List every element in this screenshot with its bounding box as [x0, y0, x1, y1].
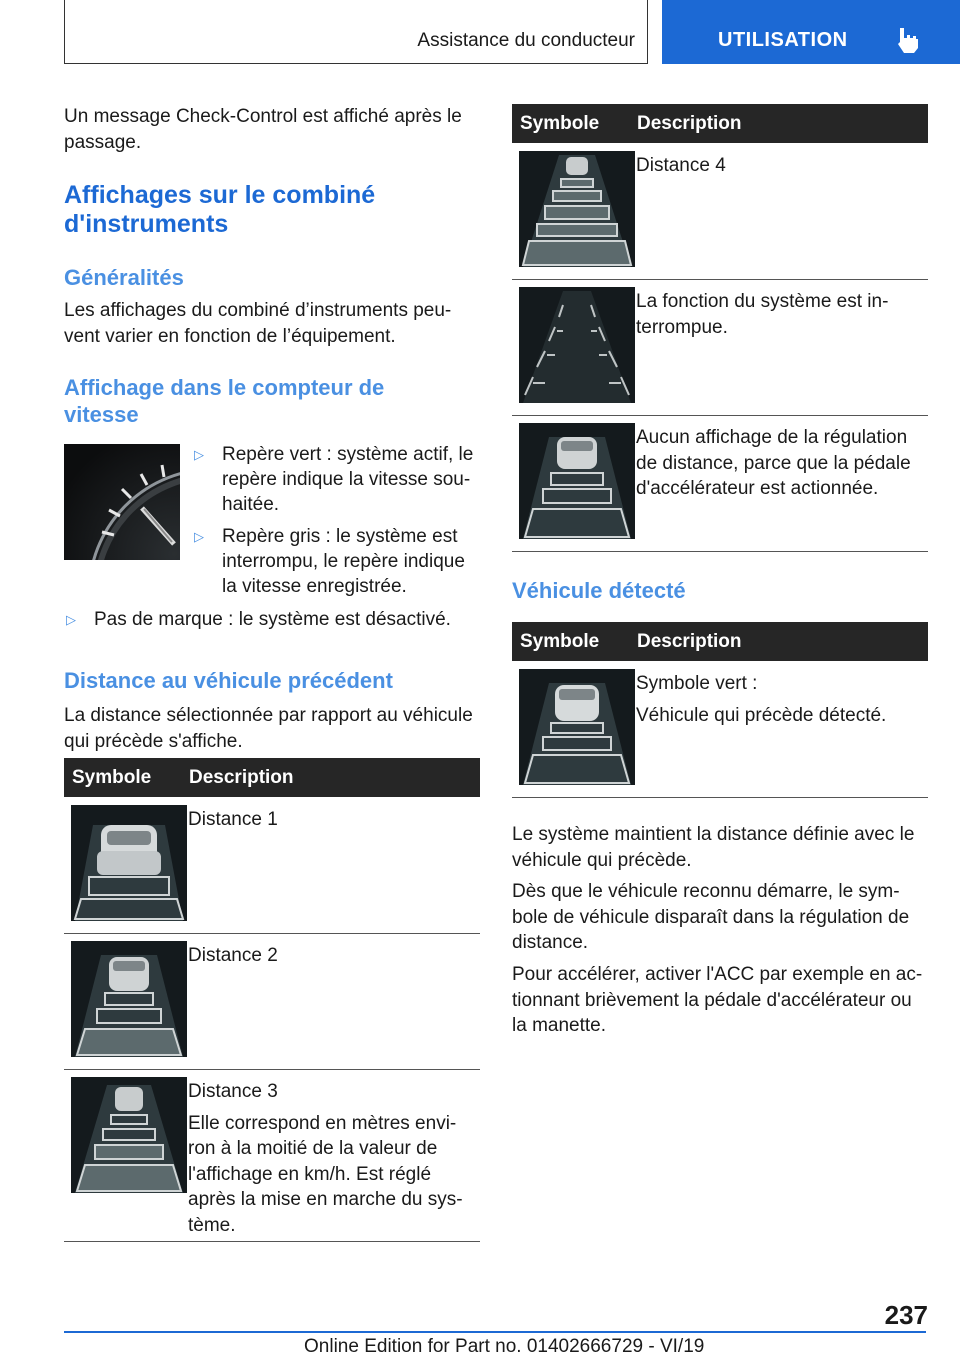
- row-description-detail: Elle correspond en mètres envi- ron à la moitié de la valeur de l'affichage en km/h. Est réglé après la mise en marche du sys- tème.: [188, 1112, 463, 1236]
- row-description: Distance 4: [636, 155, 726, 176]
- no-display-symbol-image: [519, 423, 635, 539]
- row-description: Distance 3 Elle correspond en mètres envi- ron à la moitié de la valeur de l'affichage en km/h. Est réglé après la mise en marche du sys- tème.: [188, 1079, 463, 1238]
- col-description: Description: [189, 767, 294, 788]
- paragraph-demarre: Dès que le véhicule reconnu démarre, le sym- bole de véhicule disparaît dans la régulation de distance.: [512, 881, 910, 953]
- detected-vehicle-symbol-image: [519, 669, 635, 785]
- footer-divider: [64, 1331, 926, 1333]
- header-chapter-title: UTILISATION: [718, 29, 848, 51]
- table-row: [64, 933, 480, 1070]
- header-chapter-tab[interactable]: [662, 0, 960, 64]
- pointing-hand-icon: [894, 26, 920, 54]
- heading-generalites: Généralités: [64, 265, 184, 290]
- triangle-bullet-icon: ▷: [66, 612, 76, 627]
- distance-symbol-image: [71, 1077, 187, 1193]
- triangle-bullet-icon: ▷: [194, 529, 204, 544]
- row-description: Distance 1: [188, 809, 278, 830]
- col-description: Description: [637, 113, 742, 134]
- col-description: Description: [637, 631, 742, 652]
- table-row: [64, 1069, 480, 1242]
- table-header: [512, 622, 928, 661]
- footer-edition: Online Edition for Part no. 01402666729 - VI/19: [304, 1336, 705, 1357]
- speedometer-image: [64, 444, 180, 560]
- paragraph-maintient: Le système maintient la distance définie avec le véhicule qui précède.: [512, 824, 915, 871]
- col-symbole: Symbole: [520, 631, 600, 652]
- distance-paragraph: La distance sélectionnée par rapport au véhicule qui précède s'affiche.: [64, 705, 473, 752]
- table-row: [64, 797, 480, 934]
- table-row: [512, 661, 928, 798]
- interrupted-symbol-image: [519, 287, 635, 403]
- row-description: Aucun affichage de la régulation de distance, parce que la pédale d'accélérateur est actionnée.: [636, 427, 911, 499]
- header-section-box: [64, 0, 648, 64]
- generalites-paragraph: Les affichages du combiné d’instruments peu- vent varier en fonction de l’équipement.: [64, 300, 452, 347]
- page-number: 237: [884, 1300, 928, 1330]
- distance-symbol-image: [71, 941, 187, 1057]
- distance-symbol-image: [519, 151, 635, 267]
- row-description: Symbole vert : Véhicule qui précède détecté.: [636, 673, 887, 726]
- heading-compteur: Affichage dans le compteur de vitesse: [64, 375, 385, 427]
- row-description: Distance 2: [188, 945, 278, 966]
- row-description: La fonction du système est in- terrompue.: [636, 291, 889, 338]
- heading-vehicule-detecte: Véhicule détecté: [512, 578, 686, 603]
- table-header: [64, 758, 480, 797]
- col-symbole: Symbole: [520, 113, 600, 134]
- paragraph-accelerer: Pour accélérer, activer l'ACC par exemple en ac- tionnant brièvement la pédale d'accélérateur ou la manette.: [512, 964, 923, 1036]
- heading-affichages: Affichages sur le combiné d'instruments: [64, 181, 376, 238]
- heading-distance: Distance au véhicule précédent: [64, 668, 393, 693]
- table-row: [512, 279, 928, 416]
- intro-paragraph: Un message Check-Control est affiché après le passage.: [64, 106, 462, 153]
- table-row: [512, 415, 928, 552]
- distance-symbol-image: [71, 805, 187, 921]
- table-row: [512, 143, 928, 280]
- header-section-title: Assistance du conducteur: [417, 30, 635, 51]
- table-header: [512, 104, 928, 143]
- triangle-bullet-icon: ▷: [194, 447, 204, 462]
- col-symbole: Symbole: [72, 767, 152, 788]
